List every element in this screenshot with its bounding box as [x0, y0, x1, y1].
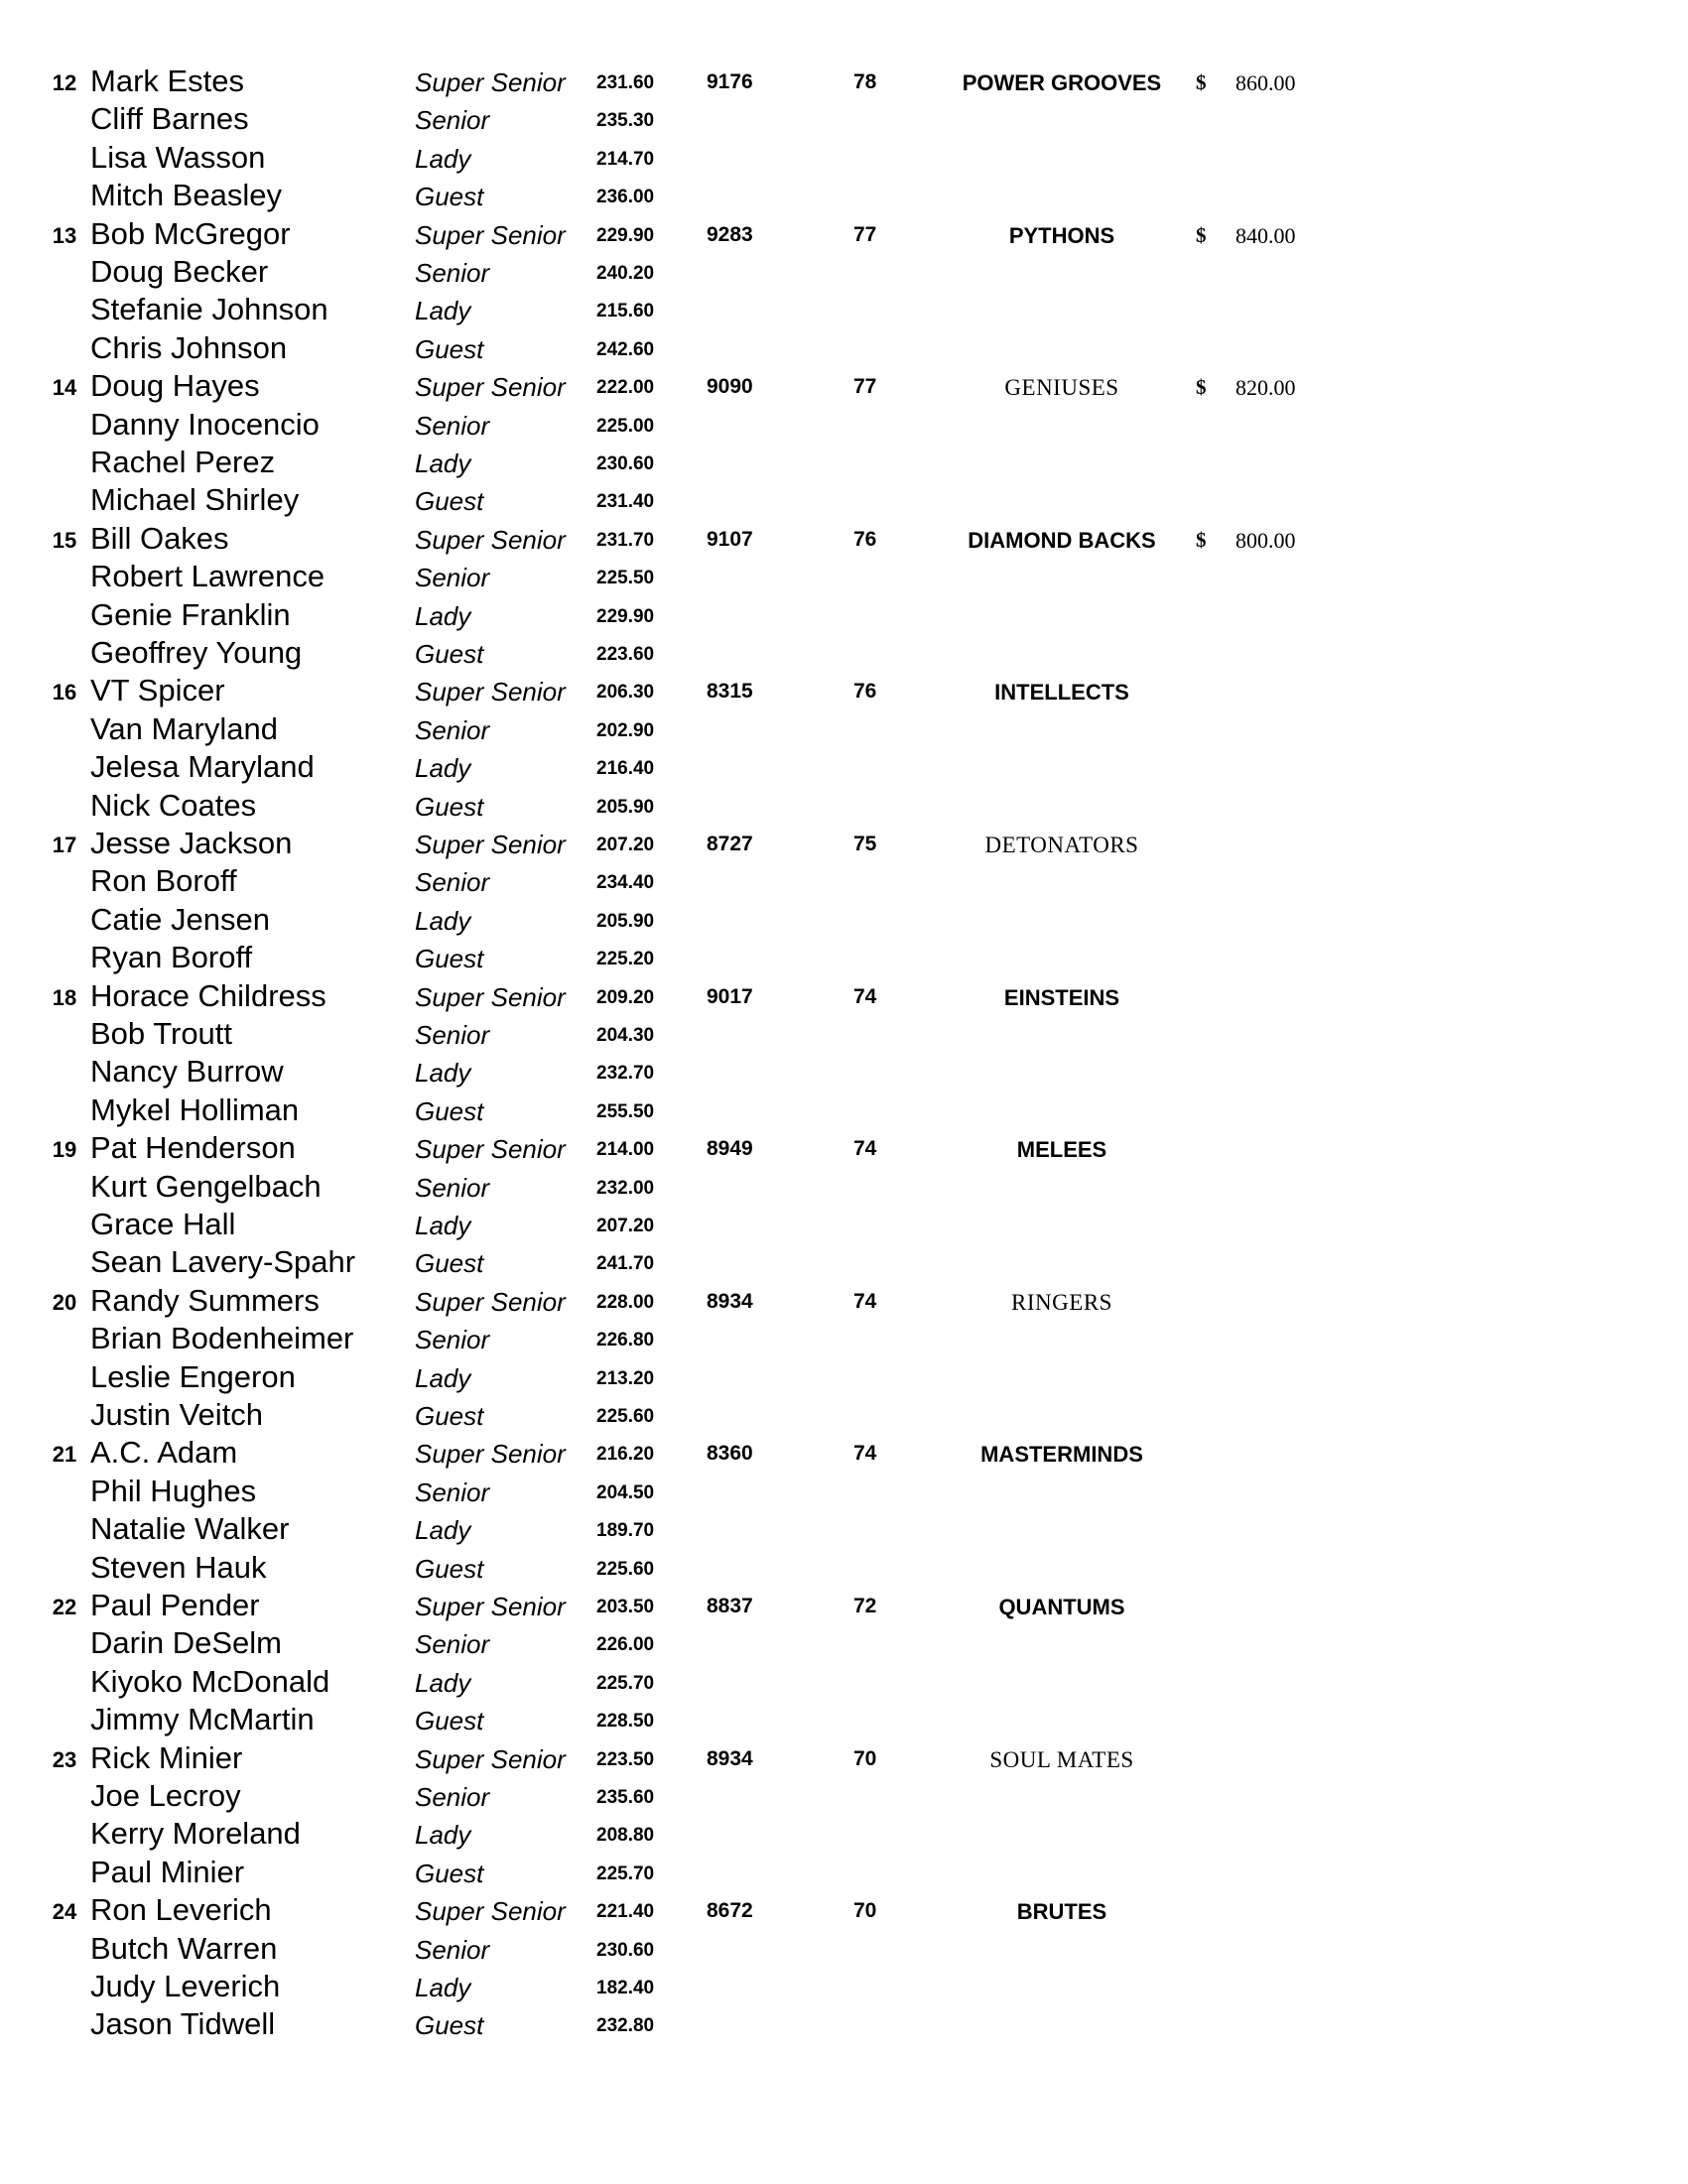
bowler-average: 189.70 [596, 1520, 655, 1542]
member-row [0, 1776, 1688, 1814]
team-rank: 12 [52, 70, 77, 95]
team-total: 8934 [707, 1746, 753, 1770]
bowler-name: Darin DeSelm [90, 1625, 282, 1661]
bowler-average: 232.00 [596, 1177, 655, 1199]
team-points: 78 [853, 70, 877, 93]
bowler-category: Guest [415, 639, 484, 669]
member-row [0, 1700, 1688, 1737]
bowler-average: 204.30 [596, 1025, 655, 1046]
member-row [0, 900, 1688, 938]
bowler-name: Steven Hauk [90, 1549, 267, 1585]
team-name: POWER GROOVES [962, 70, 1162, 95]
team-rank: 24 [52, 1899, 77, 1925]
bowler-average: 236.00 [596, 187, 655, 208]
bowler-name: Joe Lecroy [90, 1778, 241, 1813]
member-row [0, 1395, 1688, 1433]
bowler-average: 223.50 [596, 1748, 655, 1770]
bowler-average: 228.00 [596, 1291, 655, 1313]
bowler-average: 226.00 [596, 1634, 655, 1656]
bowler-name: Kiyoko McDonald [90, 1663, 330, 1699]
bowler-average: 208.80 [596, 1825, 655, 1847]
member-row [0, 1967, 1688, 2004]
member-row [0, 1205, 1688, 1242]
bowler-name: Paul Pender [90, 1588, 260, 1622]
bowler-average: 204.50 [596, 1481, 655, 1503]
bowler-average: 182.40 [596, 1978, 655, 1998]
member-row [0, 938, 1688, 975]
team-total: 9283 [707, 222, 753, 246]
team-total: 8949 [707, 1137, 753, 1161]
bowler-name: Rachel Perez [90, 445, 276, 479]
member-row [0, 252, 1688, 290]
team-total: 8315 [707, 680, 753, 704]
bowler-name: Lisa Wasson [90, 139, 266, 175]
member-row [0, 633, 1688, 671]
bowler-name: Paul Minier [90, 1854, 245, 1889]
member-row [0, 519, 1688, 557]
bowler-average: 205.90 [596, 796, 655, 818]
bowler-category: Super Senior [415, 524, 566, 555]
member-row [0, 786, 1688, 824]
team-name: DIAMOND BACKS [968, 527, 1156, 553]
team-points: 74 [853, 984, 877, 1008]
member-row [0, 1052, 1688, 1090]
bowler-name: Phil Hughes [90, 1473, 257, 1508]
bowler-name: Danny Inocencio [90, 406, 320, 442]
bowler-category: Guest [415, 1401, 484, 1431]
bowler-category: Senior [415, 1477, 490, 1507]
member-row [0, 1548, 1688, 1586]
bowler-category: Super Senior [415, 1896, 566, 1927]
bowler-name: Justin Veitch [90, 1397, 264, 1432]
currency-symbol: $ [1196, 70, 1207, 94]
bowler-name: Jesse Jackson [90, 826, 293, 860]
bowler-name: Mark Estes [90, 64, 245, 98]
bowler-category: Lady [415, 296, 471, 326]
member-row [0, 443, 1688, 480]
member-row [0, 405, 1688, 443]
bowler-name: Sean Lavery-Spahr [90, 1244, 356, 1280]
team-total: 9017 [707, 984, 753, 1008]
bowler-name: Doug Hayes [90, 368, 260, 404]
bowler-average: 228.50 [596, 1711, 655, 1733]
bowler-category: Senior [415, 1782, 490, 1812]
member-row [0, 62, 1688, 99]
bowler-category: Super Senior [415, 1743, 566, 1774]
bowler-name: Pat Henderson [90, 1130, 296, 1166]
team-rank: 14 [52, 375, 77, 401]
bowler-name: Bill Oakes [90, 520, 229, 556]
bowler-category: Super Senior [415, 1134, 566, 1165]
bowler-category: Guest [415, 944, 484, 974]
bowler-average: 221.40 [596, 1901, 655, 1923]
bowler-name: Nancy Burrow [90, 1054, 284, 1090]
bowler-category: Guest [415, 333, 484, 364]
bowler-category: Super Senior [415, 1592, 566, 1621]
member-row [0, 1281, 1688, 1319]
bowler-average: 235.30 [596, 110, 655, 132]
bowler-category: Super Senior [415, 830, 566, 859]
bowler-average: 222.00 [596, 377, 655, 399]
bowler-category: Lady [415, 600, 471, 631]
bowler-name: Brian Bodenheimer [90, 1321, 354, 1356]
team-points: 70 [853, 1746, 877, 1770]
bowler-category: Lady [415, 1211, 471, 1240]
bowler-category: Super Senior [415, 1439, 566, 1470]
bowler-average: 230.60 [596, 1939, 655, 1961]
bowler-name: Kurt Gengelbach [90, 1168, 322, 1204]
bowler-category: Lady [415, 143, 471, 174]
member-row [0, 1014, 1688, 1052]
bowler-average: 232.70 [596, 1063, 655, 1085]
bowler-category: Senior [415, 1172, 490, 1203]
team-name: INTELLECTS [994, 680, 1129, 706]
bowler-average: 213.20 [596, 1367, 655, 1389]
bowler-average: 202.90 [596, 719, 655, 741]
bowler-category: Guest [415, 1553, 484, 1584]
prize-amount: 860.00 [1235, 70, 1296, 95]
bowler-average: 205.90 [596, 910, 655, 932]
bowler-name: Rick Minier [90, 1739, 243, 1775]
team-rank: 19 [52, 1137, 77, 1163]
bowler-average: 216.40 [596, 758, 655, 780]
member-row [0, 290, 1688, 327]
bowler-name: Mykel Holliman [90, 1092, 300, 1127]
member-row [0, 557, 1688, 594]
team-points: 77 [853, 222, 877, 246]
bowler-average: 225.00 [596, 415, 655, 437]
team-points: 74 [853, 1442, 877, 1466]
bowler-category: Senior [415, 258, 490, 288]
member-row [0, 1586, 1688, 1623]
currency-symbol: $ [1196, 527, 1207, 552]
team-name: MELEES [1016, 1137, 1107, 1163]
bowler-average: 214.00 [596, 1139, 655, 1161]
bowler-category: Senior [415, 563, 490, 593]
bowler-average: 242.60 [596, 338, 655, 360]
bowler-category: Lady [415, 449, 471, 478]
bowler-average: 229.90 [596, 605, 655, 627]
member-row [0, 1128, 1688, 1166]
team-rank: 23 [52, 1746, 77, 1772]
bowler-average: 232.80 [596, 2015, 655, 2037]
member-row [0, 976, 1688, 1014]
bowler-category: Lady [415, 1973, 471, 2002]
bowler-average: 207.20 [596, 1216, 655, 1236]
bowler-average: 235.60 [596, 1787, 655, 1808]
bowler-average: 226.80 [596, 1330, 655, 1351]
bowler-name: Genie Franklin [90, 596, 291, 632]
member-row [0, 1472, 1688, 1509]
bowler-name: Mitch Beasley [90, 178, 282, 213]
bowler-average: 231.40 [596, 491, 655, 513]
prize-amount: 820.00 [1235, 375, 1296, 401]
team-total: 9107 [707, 527, 753, 551]
team-points: 72 [853, 1595, 877, 1617]
bowler-name: Randy Summers [90, 1282, 320, 1318]
bowler-name: Jimmy McMartin [90, 1702, 315, 1737]
team-name: QUANTUMS [998, 1595, 1125, 1619]
bowler-average: 225.70 [596, 1672, 655, 1694]
bowler-average: 225.20 [596, 949, 655, 970]
bowler-category: Super Senior [415, 372, 566, 403]
bowler-name: Kerry Moreland [90, 1816, 301, 1852]
member-row [0, 671, 1688, 708]
team-name: SOUL MATES [989, 1746, 1134, 1772]
bowler-name: Butch Warren [90, 1930, 278, 1966]
bowler-average: 225.60 [596, 1558, 655, 1580]
team-name: MASTERMINDS [980, 1442, 1143, 1468]
team-rank: 15 [52, 527, 77, 553]
team-points: 70 [853, 1899, 877, 1923]
team-points: 75 [853, 833, 877, 855]
member-row [0, 1091, 1688, 1128]
team-total: 8934 [707, 1289, 753, 1313]
bowler-name: Cliff Barnes [90, 101, 249, 137]
bowler-average: 215.60 [596, 301, 655, 322]
bowler-name: Robert Lawrence [90, 559, 325, 594]
team-total: 8672 [707, 1899, 753, 1923]
bowler-category: Guest [415, 2010, 484, 2041]
bowler-category: Senior [415, 1020, 490, 1050]
bowler-category: Guest [415, 1095, 484, 1126]
bowler-category: Super Senior [415, 1286, 566, 1317]
bowler-average: 223.60 [596, 644, 655, 665]
currency-symbol: $ [1196, 222, 1207, 247]
team-name: DETONATORS [984, 833, 1139, 857]
member-row [0, 1929, 1688, 1967]
member-row [0, 1167, 1688, 1205]
bowler-name: Van Maryland [90, 710, 278, 746]
bowler-average: 214.70 [596, 148, 655, 170]
team-rank: 20 [52, 1289, 77, 1315]
member-row [0, 328, 1688, 366]
bowler-category: Senior [415, 1629, 490, 1660]
member-row [0, 138, 1688, 176]
team-total: 8360 [707, 1442, 753, 1466]
bowler-average: 241.70 [596, 1253, 655, 1275]
team-total: 9176 [707, 70, 753, 93]
bowler-name: Jelesa Maryland [90, 749, 315, 785]
bowler-category: Senior [415, 1934, 490, 1965]
member-row [0, 1662, 1688, 1700]
team-rank: 13 [52, 222, 77, 248]
team-points: 74 [853, 1137, 877, 1161]
team-name: EINSTEINS [1003, 984, 1120, 1010]
bowler-category: Senior [415, 410, 490, 441]
bowler-average: 229.90 [596, 224, 655, 246]
bowler-category: Senior [415, 867, 490, 898]
bowler-name: Nick Coates [90, 787, 257, 823]
bowler-category: Lady [415, 1515, 471, 1546]
bowler-name: Judy Leverich [90, 1969, 281, 2003]
bowler-category: Super Senior [415, 219, 566, 250]
bowler-name: Chris Johnson [90, 329, 288, 365]
bowler-category: Senior [415, 714, 490, 745]
team-name: RINGERS [1011, 1289, 1112, 1315]
bowler-category: Lady [415, 1362, 471, 1393]
prize-amount: 800.00 [1235, 527, 1296, 553]
bowler-name: A.C. Adam [90, 1435, 238, 1471]
bowler-name: Michael Shirley [90, 482, 300, 518]
member-row [0, 176, 1688, 213]
bowler-name: Bob McGregor [90, 215, 291, 251]
bowler-name: Catie Jensen [90, 901, 270, 937]
bowler-category: Guest [415, 1858, 484, 1888]
member-row [0, 99, 1688, 137]
bowler-category: Super Senior [415, 67, 566, 97]
bowler-category: Senior [415, 105, 490, 136]
team-name: GENIUSES [1004, 375, 1119, 401]
bowler-name: Jason Tidwell [90, 2006, 276, 2042]
member-row [0, 1623, 1688, 1661]
team-name: PYTHONS [1008, 222, 1115, 248]
team-total: 8727 [707, 833, 753, 855]
team-points: 76 [853, 680, 877, 704]
bowler-average: 255.50 [596, 1100, 655, 1122]
member-row [0, 1853, 1688, 1890]
bowler-name: Grace Hall [90, 1207, 236, 1241]
bowler-category: Guest [415, 1248, 484, 1279]
bowler-average: 203.50 [596, 1597, 655, 1617]
bowler-name: Doug Becker [90, 254, 269, 289]
member-row [0, 1357, 1688, 1395]
bowler-category: Lady [415, 753, 471, 784]
team-rank: 18 [52, 984, 77, 1010]
member-row [0, 1890, 1688, 1928]
team-name: BRUTES [1016, 1899, 1107, 1925]
member-row [0, 861, 1688, 899]
prize-amount: 840.00 [1235, 222, 1296, 248]
bowler-average: 225.50 [596, 568, 655, 589]
bowler-average: 206.30 [596, 682, 655, 704]
member-row [0, 1319, 1688, 1356]
bowler-category: Lady [415, 1058, 471, 1089]
bowler-average: 231.70 [596, 529, 655, 551]
bowler-name: Bob Troutt [90, 1016, 233, 1051]
bowler-category: Lady [415, 905, 471, 936]
bowler-average: 234.40 [596, 872, 655, 894]
bowler-average: 231.60 [596, 72, 655, 93]
member-row [0, 1242, 1688, 1280]
member-row [0, 1814, 1688, 1852]
member-row [0, 2004, 1688, 2042]
member-row [0, 824, 1688, 861]
bowler-category: Guest [415, 791, 484, 822]
bowler-category: Super Senior [415, 981, 566, 1012]
team-rank: 22 [52, 1595, 77, 1619]
bowler-category: Lady [415, 1820, 471, 1851]
bowler-average: 209.20 [596, 986, 655, 1008]
bowler-name: Stefanie Johnson [90, 292, 328, 327]
bowler-category: Guest [415, 486, 484, 517]
member-row [0, 747, 1688, 785]
bowler-name: Ryan Boroff [90, 940, 253, 975]
member-row [0, 480, 1688, 518]
team-rank: 17 [52, 833, 77, 857]
bowler-name: Geoffrey Young [90, 635, 303, 670]
member-row [0, 366, 1688, 404]
bowler-category: Senior [415, 1325, 490, 1355]
team-points: 74 [853, 1289, 877, 1313]
team-total: 9090 [707, 375, 753, 399]
bowler-category: Lady [415, 1667, 471, 1698]
member-row [0, 595, 1688, 633]
member-row [0, 709, 1688, 747]
bowler-name: Ron Boroff [90, 863, 237, 899]
team-total: 8837 [707, 1595, 753, 1617]
member-row [0, 214, 1688, 252]
member-row [0, 1509, 1688, 1547]
team-rank: 21 [52, 1442, 77, 1468]
member-row [0, 1433, 1688, 1471]
bowler-name: Leslie Engeron [90, 1358, 296, 1394]
currency-symbol: $ [1196, 375, 1207, 400]
member-row [0, 1738, 1688, 1776]
team-points: 77 [853, 375, 877, 399]
bowler-category: Super Senior [415, 677, 566, 707]
bowler-average: 225.70 [596, 1863, 655, 1884]
bowler-average: 230.60 [596, 453, 655, 474]
bowler-name: Ron Leverich [90, 1892, 272, 1928]
bowler-average: 225.60 [596, 1406, 655, 1427]
bowler-average: 240.20 [596, 263, 655, 284]
bowler-average: 216.20 [596, 1444, 655, 1466]
bowler-name: VT Spicer [90, 673, 225, 708]
team-points: 76 [853, 527, 877, 551]
bowler-name: Horace Childress [90, 977, 326, 1013]
bowler-category: Guest [415, 1706, 484, 1736]
bowler-average: 207.20 [596, 835, 655, 855]
bowler-category: Guest [415, 182, 484, 212]
team-rank: 16 [52, 680, 77, 706]
bowler-name: Natalie Walker [90, 1511, 290, 1547]
